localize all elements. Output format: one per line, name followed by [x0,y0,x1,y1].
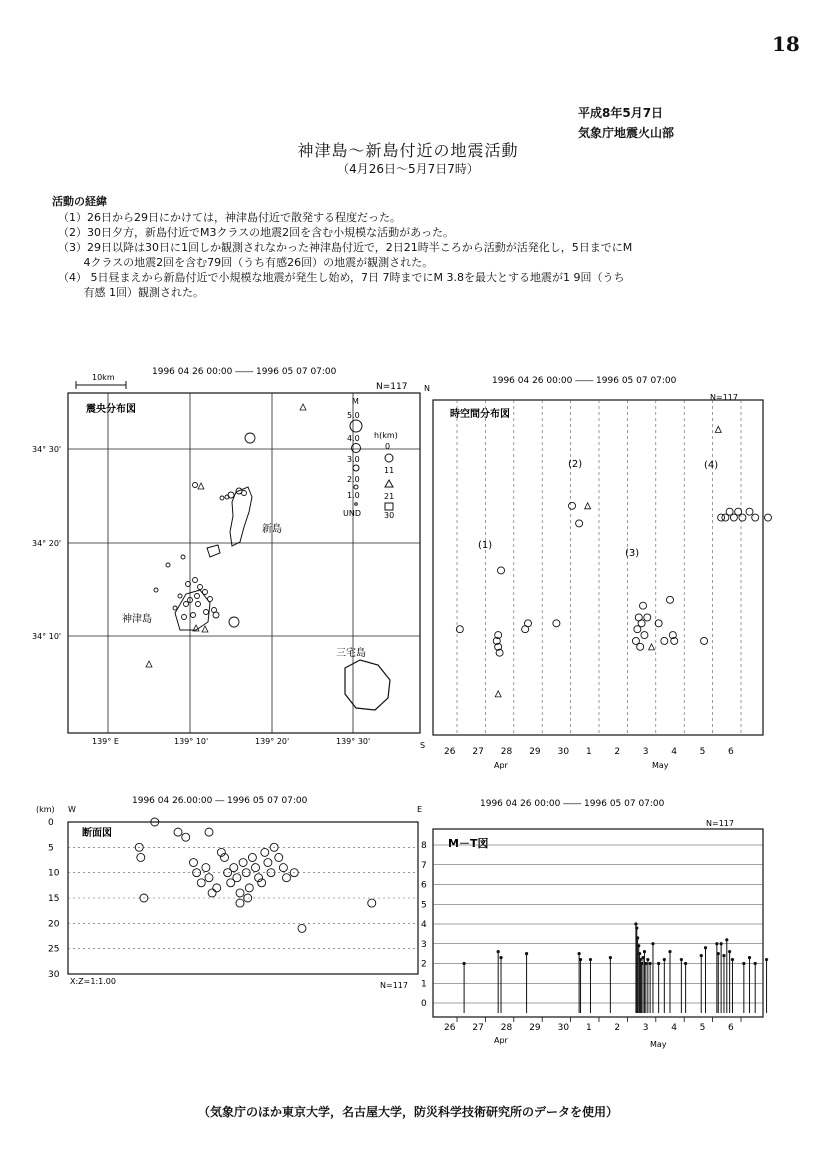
mt-point [634,922,637,925]
mag-legend-item: UND [343,509,361,518]
map-count: N=117 [376,382,408,392]
section-point [205,828,213,836]
section-heading: 活動の経緯 [52,195,107,208]
month-label: May [652,761,669,770]
group-label: (2) [568,459,583,470]
mt-point [754,962,757,965]
epicenter-markers [146,404,306,667]
mt-point [638,952,641,955]
mt-point [728,950,731,953]
month-label: May [650,1040,667,1049]
time-tick-label: 28 [500,1023,513,1033]
depth-tick-label: 15 [48,894,60,904]
time-tick-label: 3 [642,747,649,757]
epicenter-marker [242,491,247,496]
report-title: 神津島～新島付近の地震活動 [297,141,519,160]
spacetime-points [456,426,771,696]
section-point [275,853,283,861]
time-tick-label: 6 [728,747,734,757]
section-point [252,864,260,872]
mt-chart [421,829,768,1049]
section-point [174,828,182,836]
mag-tick-label: 8 [421,841,427,851]
axis-end-s: S [420,741,426,750]
mt-point [635,926,638,929]
time-tick-label: 4 [671,1023,677,1033]
mt-count: N=117 [706,819,734,828]
spacetime-chart [433,400,771,770]
spacetime-triangle [715,426,721,432]
time-tick-label: 2 [614,1023,621,1033]
spacetime-point [640,602,647,609]
niijima-coastline [230,487,252,546]
mag-legend-item: 3.0 [347,455,360,464]
section-point [230,864,238,872]
epicenter-marker [181,555,185,559]
mag-tick-label: 3 [421,939,427,950]
section-ylabel: (km) [36,805,55,814]
mt-point [609,956,612,959]
depth-tick-label: 5 [48,843,54,854]
time-tick-label: 27 [472,747,484,757]
epicenter-marker [208,597,213,602]
epicenter-marker [213,612,219,618]
mt-point [742,962,745,965]
mt-point [643,950,646,953]
spacetime-title: 時空間分布図 [450,409,510,420]
epicenter-marker [166,563,170,567]
mt-point [579,958,582,961]
section-point [236,889,244,897]
time-tick-label: 3 [642,1023,649,1033]
time-tick-label: 30 [557,1023,570,1033]
activity-item: 有感 1回）観測された。 [58,286,204,299]
time-tick-label: 4 [671,747,677,757]
epicenter-marker [184,602,189,607]
report-date: 平成8年5月7日 [578,106,664,120]
spacetime-point [553,620,560,627]
depth-legend-circle [385,454,393,462]
spacetime-period: 1996 04 26 00:00 ―― 1996 05 07 07:00 [492,376,677,386]
spacetime-point [641,632,648,639]
mt-point [497,950,500,953]
depth-tick-label: 10 [48,868,60,879]
section-point [233,874,241,882]
scale-note: X:Z=1:1.00 [70,977,116,986]
mt-point [463,962,466,965]
activity-item: （1）26日から29日にかけては，神津島付近で散発する程度だった。 [58,211,401,224]
mt-point [663,958,666,961]
time-tick-label: 27 [472,1023,484,1033]
spacetime-point [498,567,505,574]
depth-legend-square [385,503,393,510]
activity-item: （3）29日以降は30日に1回しか観測されなかった神津島付近で，2日21時半ころから活動が活発化し，5日までにM [58,241,633,254]
time-tick-label: 1 [586,1023,592,1033]
depth-legend-item: 30 [384,511,395,520]
cross-section-chart [48,818,418,990]
section-period: 1996 04 26.00:00 ― 1996 05 07 07:00 [132,796,308,806]
mt-point [525,952,528,955]
epicenter-triangle [300,404,306,410]
spacetime-point [576,520,583,527]
spacetime-point [746,508,753,515]
depth-tick-label: 20 [48,919,60,930]
axis-end-e: E [417,805,423,814]
spacetime-triangle [649,644,655,650]
depth-legend-triangle [385,480,393,487]
epicenter-marker [229,617,239,627]
depth-tick-label: 25 [48,944,60,955]
page-number: 18 [772,32,800,56]
spacetime-triangle [585,503,591,509]
cross-section-count: N=117 [380,981,408,990]
depth-legend-title: h(km) [374,431,398,440]
time-tick-label: 29 [529,1023,541,1033]
epicenter-marker [204,610,209,615]
mt-point [668,950,671,953]
section-point [298,924,306,932]
lat-label: 34° 30' [32,445,62,454]
axis-end-w: W [68,805,76,814]
epicenter-marker [193,578,198,583]
spacetime-count: N=117 [710,393,738,402]
spacetime-point [569,502,576,509]
lat-label: 34° 20' [32,539,62,548]
mt-point [680,958,683,961]
department: 気象庁地震火山部 [578,126,675,140]
niijima-label: 新島 [262,524,282,535]
section-point [202,864,210,872]
map-period: 1996 04 26 00:00 ―― 1996 05 07 07:00 [152,367,337,377]
activity-item: （4） 5日昼まえから新島付近で小規模な地震が発生し始め，7日 7時までにM 3.8を最大とする地震が1 9回（うち [58,271,625,284]
section-point [245,884,253,892]
epicenter-marker [193,483,198,488]
lon-label: 139° 20' [255,737,290,746]
report-subtitle: （4月26日～5月7日7時） [337,162,479,176]
section-point [236,899,244,907]
section-point [261,848,269,856]
mt-point [704,946,707,949]
epicenter-triangle [202,626,208,632]
miyakejima-coastline [345,660,390,710]
section-point [368,899,376,907]
spacetime-point [644,614,651,621]
mag-tick-label: 7 [421,860,427,871]
month-label: Apr [494,761,508,770]
spacetime-point [701,637,708,644]
depth-tick-label: 30 [48,970,60,980]
mt-point [715,942,718,945]
spacetime-point [739,514,746,521]
depth-legend-item: 11 [384,466,395,475]
time-tick-label: 29 [529,747,541,757]
mag-legend-item: 1.0 [347,491,360,500]
mag-legend-circle [350,420,362,432]
mag-legend-item: 5.0 [347,411,360,420]
mt-title: M－T図 [448,837,489,850]
epicenter-triangle [146,661,152,667]
mt-point [649,962,652,965]
map-title: 震央分布図 [86,404,136,415]
time-tick-label: 2 [614,747,621,757]
mag-tick-label: 1 [421,979,427,990]
time-tick-label: 26 [444,747,456,757]
time-tick-label: 28 [500,747,513,757]
axis-end-n: N [424,384,430,393]
mt-point [636,936,639,939]
section-point [205,874,213,882]
epicenter-marker [173,606,177,610]
group-label: (1) [478,540,493,551]
time-tick-label: 1 [586,747,592,757]
kozushima-label: 神津島 [122,614,152,625]
miyakejima-label: 三宅島 [336,648,366,659]
spacetime-triangle [495,691,501,697]
mag-tick-label: 5 [421,900,427,911]
map-scale-label: 10km [92,373,115,382]
mt-point [589,958,592,961]
mag-legend-item: 2.0 [347,475,360,484]
mt-point [657,962,660,965]
epicenter-marker [195,594,200,599]
section-point [197,879,205,887]
epicenter-marker [154,588,158,592]
section-point [213,884,221,892]
section-point [208,889,216,897]
mt-point [644,962,647,965]
mt-point [725,938,728,941]
cross-section-title: 断面図 [82,828,112,839]
spacetime-point [752,514,759,521]
group-label: (3) [625,548,640,559]
mt-point [637,944,640,947]
section-point [279,864,287,872]
time-tick-label: 30 [557,747,570,757]
group-label: (4) [704,460,719,471]
data-source-note: （気象庁のほか東京大学，名古屋大学，防災科学技術研究所のデータを使用） [197,1105,618,1119]
mt-point [499,956,502,959]
epicenter-marker [191,613,196,618]
mt-point [722,954,725,957]
epicenter-map [32,393,420,746]
cross-section-points [135,818,376,932]
spacetime-point [638,620,645,627]
lon-label: 139° 10' [174,737,209,746]
spacetime-point [764,514,771,521]
mag-tick-label: 2 [421,959,427,970]
epicenter-marker [182,615,187,620]
mag-legend-circle [354,485,358,489]
spacetime-point [667,596,674,603]
spacetime-point [456,626,463,633]
epicenter-marker [220,496,224,500]
shikinejima-coastline [207,545,220,557]
mt-point [700,954,703,957]
mag-tick-label: 0 [421,999,427,1009]
spacetime-point [525,620,532,627]
mt-point [765,958,768,961]
mt-period: 1996 04 26 00:00 ―― 1996 05 07 07:00 [480,799,665,809]
section-point [264,859,272,867]
epicenter-marker [196,602,201,607]
section-point [182,833,190,841]
section-point [283,874,291,882]
mt-point [731,958,734,961]
section-point [248,853,256,861]
depth-legend-item: 0 [385,442,391,451]
mt-point [748,956,751,959]
mt-point [639,958,642,961]
mt-point [578,952,581,955]
epicenter-marker [203,590,208,595]
time-tick-label: 5 [699,747,706,757]
epicenter-marker [198,585,203,590]
mt-point [646,958,649,961]
section-point [137,853,145,861]
lon-label: 139° E [92,737,119,746]
mt-bars [463,922,769,1013]
depth-tick-label: 0 [48,818,54,828]
epicenter-marker [245,433,255,443]
depth-legend-item: 21 [384,492,395,501]
spacetime-point [637,643,644,650]
mt-point [651,942,654,945]
mag-legend-title: M [352,397,359,406]
activity-item: （2）30日夕方，新島付近でM3クラスの地震2回を含む小規模な活動があった。 [58,226,455,239]
time-tick-label: 26 [444,1023,456,1033]
time-tick-label: 6 [728,1023,734,1033]
spacetime-point [718,514,725,521]
mag-legend-circle [353,465,359,471]
spacetime-point [655,620,662,627]
epicenter-marker [178,594,182,598]
mt-point [717,952,720,955]
section-point [190,859,198,867]
mag-legend-circle [355,503,358,506]
mag-tick-label: 6 [421,880,427,891]
spacetime-point [661,637,668,644]
time-tick-label: 5 [699,1023,706,1033]
epicenter-triangle [198,483,204,489]
month-label: Apr [494,1036,508,1045]
lat-label: 34° 10' [32,632,62,641]
mag-tick-label: 4 [421,920,427,930]
mt-point [720,942,723,945]
mt-point [684,962,687,965]
mag-legend-item: 4.0 [347,434,360,443]
section-point [239,859,247,867]
activity-item: 4クラスの地震2回を含む79回（うち有感26回）の地震が観測された。 [58,256,434,269]
lon-label: 139° 30' [336,737,371,746]
